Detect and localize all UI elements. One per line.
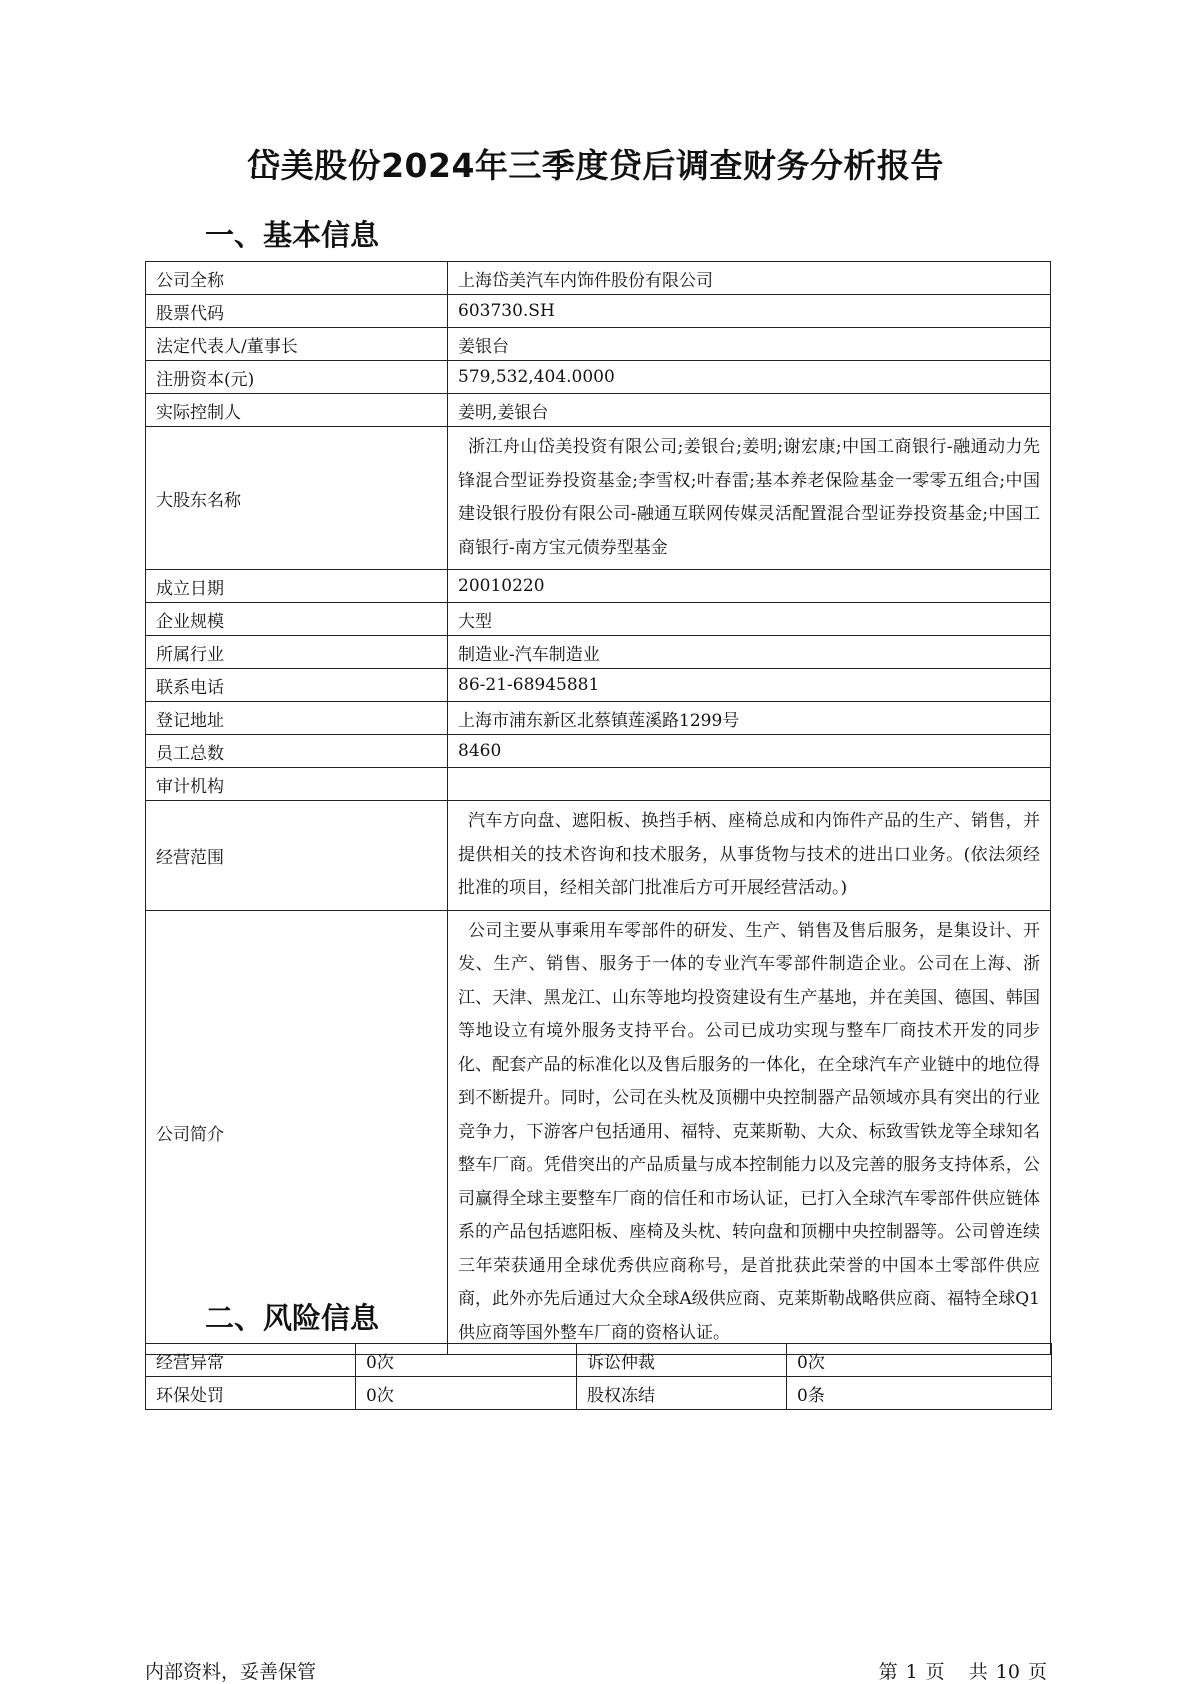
risk-value: 0条 <box>787 1377 1052 1410</box>
risk-label: 经营异常 <box>146 1344 356 1377</box>
table-row <box>146 910 1051 1355</box>
table-row <box>146 1377 1052 1410</box>
basic-info-table <box>145 261 1051 1355</box>
row-value: 8460 <box>448 735 1051 768</box>
table-row <box>146 669 1051 702</box>
row-value: 20010220 <box>448 570 1051 603</box>
table-row <box>146 801 1051 911</box>
row-label: 登记地址 <box>146 702 448 735</box>
row-value: 603730.SH <box>448 295 1051 328</box>
risk-value: 0次 <box>356 1377 577 1410</box>
row-label: 法定代表人/董事长 <box>146 328 448 361</box>
row-label: 大股东名称 <box>146 427 448 570</box>
row-label: 经营范围 <box>146 801 448 911</box>
table-row <box>146 636 1051 669</box>
risk-info-table <box>145 1343 1052 1410</box>
table-row <box>146 427 1051 570</box>
row-label: 注册资本(元) <box>146 361 448 394</box>
row-value <box>448 768 1051 801</box>
table-row <box>146 768 1051 801</box>
row-value: 上海市浦东新区北蔡镇莲溪路1299号 <box>448 702 1051 735</box>
row-label: 联系电话 <box>146 669 448 702</box>
table-row <box>146 295 1051 328</box>
row-value: 86-21-68945881 <box>448 669 1051 702</box>
table-row <box>146 361 1051 394</box>
risk-label: 诉讼仲裁 <box>577 1344 787 1377</box>
row-value: 公司主要从事乘用车零部件的研发、生产、销售及售后服务，是集设计、开发、生产、销售、服务于一体的专业汽车零部件制造企业。公司在上海、浙江、天津、黑龙江、山东等地均投资建设有生产基地，并在美国、德国、韩国等地设立有境外服务支持平台。公司已成功实现与整车厂商技术开发的同步化、配套产品的标准化以及售后服务的一体化，在全球汽车产业链中的地位得到不断提升。同时，公司在头枕及顶棚中央控制器产品领域亦具有突出的行业竞争力，下游客户包括通用、福特、克莱斯勒、大众、标致雪铁龙等全球知名整车厂商。凭借突出的产品质量与成本控制能力以及完善的服务支持体系，公司赢得全球主要整车厂商的信任和市场认证，已打入全球汽车零部件供应链体系的产品包括遮阳板、座椅及头枕、转向盘和顶棚中央控制器等。公司曾连续三年荣获通用全球优秀供应商称号，是首批获此荣誉的中国本土零部件供应商，此外亦先后通过大众全球A级供应商、克莱斯勒战略供应商、福特全球Q1供应商等国外整车厂商的资格认证。 <box>448 910 1051 1355</box>
row-label: 股票代码 <box>146 295 448 328</box>
table-row <box>146 394 1051 427</box>
row-value: 姜银台 <box>448 328 1051 361</box>
row-label: 审计机构 <box>146 768 448 801</box>
row-label: 企业规模 <box>146 603 448 636</box>
row-label: 成立日期 <box>146 570 448 603</box>
table-row <box>146 735 1051 768</box>
table-row <box>146 328 1051 361</box>
section-heading-basic-info: 一、基本信息 <box>205 218 380 252</box>
table-row <box>146 262 1051 295</box>
row-label: 员工总数 <box>146 735 448 768</box>
row-value: 上海岱美汽车内饰件股份有限公司 <box>448 262 1051 295</box>
report-title: 岱美股份2024年三季度贷后调查财务分析报告 <box>247 146 944 185</box>
row-value: 浙江舟山岱美投资有限公司;姜银台;姜明;谢宏康;中国工商银行-融通动力先锋混合型证券投资基金;李雪权;叶春雷;基本养老保险基金一零零五组合;中国建设银行股份有限公司-融通互联网传媒灵活配置混合型证券投资基金;中国工商银行-南方宝元债券型基金 <box>448 427 1051 570</box>
row-value: 579,532,404.0000 <box>448 361 1051 394</box>
row-label: 实际控制人 <box>146 394 448 427</box>
row-value: 汽车方向盘、遮阳板、换挡手柄、座椅总成和内饰件产品的生产、销售，并提供相关的技术咨询和技术服务，从事货物与技术的进出口业务。(依法须经批准的项目，经相关部门批准后方可开展经营活动。) <box>448 801 1051 911</box>
risk-value: 0次 <box>787 1344 1052 1377</box>
risk-label: 股权冻结 <box>577 1377 787 1410</box>
table-row <box>146 570 1051 603</box>
row-value: 制造业-汽车制造业 <box>448 636 1051 669</box>
risk-label: 环保处罚 <box>146 1377 356 1410</box>
footer-confidential-note: 内部资料，妥善保管 <box>145 1661 317 1683</box>
risk-value: 0次 <box>356 1344 577 1377</box>
table-row <box>146 603 1051 636</box>
table-row <box>146 702 1051 735</box>
row-value: 大型 <box>448 603 1051 636</box>
section-heading-risk-info: 二、风险信息 <box>205 1301 380 1335</box>
row-value: 姜明,姜银台 <box>448 394 1051 427</box>
row-label: 所属行业 <box>146 636 448 669</box>
table-row <box>146 1344 1052 1377</box>
row-label: 公司全称 <box>146 262 448 295</box>
row-label: 公司简介 <box>146 910 448 1355</box>
footer-page-number: 第 1 页 共 10 页 <box>878 1661 1047 1683</box>
